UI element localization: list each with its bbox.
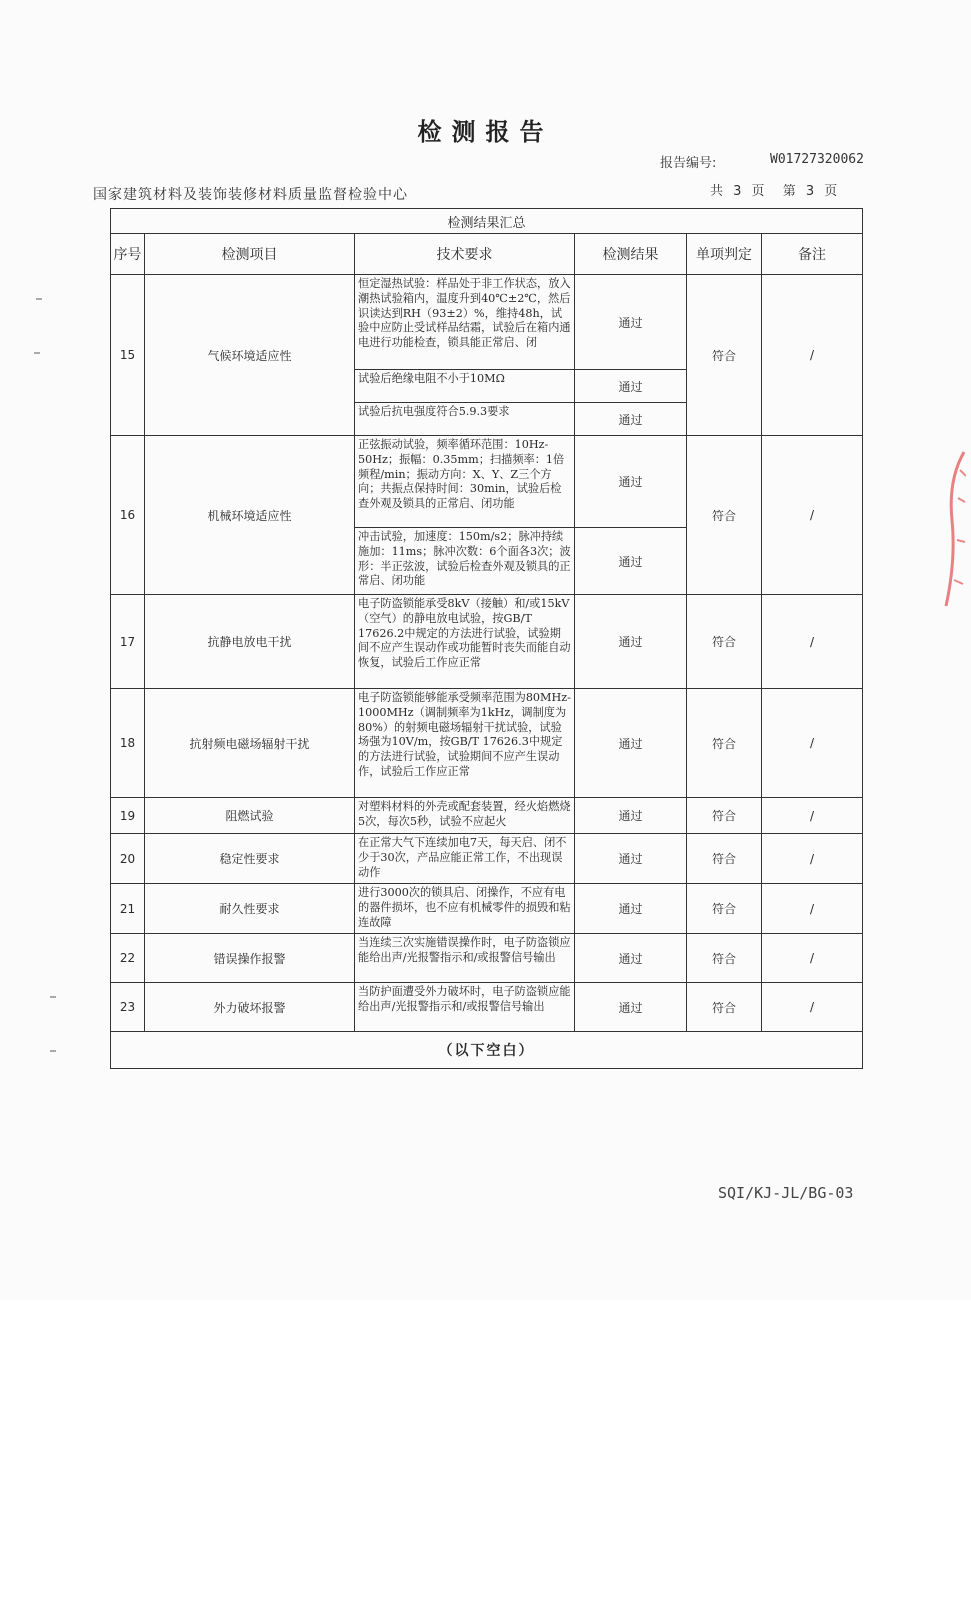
- row-verdict: 符合: [687, 798, 762, 834]
- page-indicator: [710, 180, 845, 199]
- scan-speck: [34, 352, 40, 354]
- row-item: 抗静电放电干扰: [145, 595, 355, 689]
- row-requirement: 冲击试验，加速度：150m/s2；脉冲持续施加：11ms；脉冲次数：6个面各3次；波形：半正弦波，试验后检查外观及锁具的正常启、闭功能: [355, 528, 575, 595]
- row-result: 通过: [575, 370, 687, 403]
- row-no: 18: [111, 689, 145, 798]
- row-result: 通过: [575, 884, 687, 934]
- results-table: [110, 208, 863, 1069]
- row-requirement: 试验后抗电强度符合5.9.3要求: [355, 403, 575, 436]
- row-requirement: 恒定湿热试验：样品处于非工作状态，放入潮热试验箱内，温度升到40℃±2℃，然后识读达到RH（93±2）%，维持48h，试验中应防止受试样品结霜，试验后在箱内通电进行功能检查，锁具能正常启、闭: [355, 275, 575, 370]
- col-header-no: 序号: [111, 234, 145, 275]
- row-requirement: 进行3000次的锁具启、闭操作，不应有电的器件损坏，也不应有机械零件的损毁和粘连故障: [355, 884, 575, 934]
- row-verdict: 符合: [687, 884, 762, 934]
- table-header-row: [111, 234, 863, 275]
- page-current: 第 3 页: [782, 184, 838, 199]
- col-header-item: 检测项目: [145, 234, 355, 275]
- row-item: 抗射频电磁场辐射干扰: [145, 689, 355, 798]
- row-result: 通过: [575, 436, 687, 528]
- table-row: [111, 983, 863, 1032]
- col-header-verdict: 单项判定: [687, 234, 762, 275]
- row-requirement: 电子防盗锁能承受8kV（接触）和/或15kV（空气）的静电放电试验，按GB/T 17626.2中规定的方法进行试验，试验期间不应产生误动作或功能暂时丧失而能自动恢复，试验后工作应正常: [355, 595, 575, 689]
- row-note: /: [762, 834, 863, 884]
- row-no: 16: [111, 436, 145, 595]
- row-requirement: 当连续三次实施错误操作时，电子防盗锁应能给出声/光报警指示和/或报警信号输出: [355, 934, 575, 983]
- row-requirement: 正弦振动试验，频率循环范围：10Hz-50Hz；振幅：0.35mm；扫描频率：1倍频程/min；振动方向：X、Y、Z三个方向；共振点保持时间：30min，试验后检查外观及锁具的正常启、闭功能: [355, 436, 575, 528]
- table-row: [111, 275, 863, 370]
- row-verdict: 符合: [687, 689, 762, 798]
- red-seal-fragment-icon: [942, 450, 966, 610]
- organization-name: 国家建筑材料及装饰装修材料质量监督检验中心: [93, 187, 408, 203]
- row-verdict: 符合: [687, 436, 762, 595]
- col-header-note: 备注: [762, 234, 863, 275]
- row-result: 通过: [575, 403, 687, 436]
- row-result: 通过: [575, 934, 687, 983]
- row-note: /: [762, 884, 863, 934]
- col-header-requirement: 技术要求: [355, 234, 575, 275]
- row-requirement: 在正常大气下连续加电7天，每天启、闭不少于30次，产品应能正常工作，不出现误动作: [355, 834, 575, 884]
- row-requirement: 试验后绝缘电阻不小于10MΩ: [355, 370, 575, 403]
- row-no: 15: [111, 275, 145, 436]
- row-item: 错误操作报警: [145, 934, 355, 983]
- row-verdict: 符合: [687, 834, 762, 884]
- row-item: 机械环境适应性: [145, 436, 355, 595]
- row-note: /: [762, 275, 863, 436]
- report-title: 检测报告: [417, 118, 554, 146]
- blank-below-note: （以下空白）: [111, 1032, 863, 1069]
- row-result: 通过: [575, 689, 687, 798]
- row-item: 阻燃试验: [145, 798, 355, 834]
- col-header-result: 检测结果: [575, 234, 687, 275]
- table-row: [111, 798, 863, 834]
- row-verdict: 符合: [687, 983, 762, 1032]
- row-requirement: 当防护面遭受外力破坏时，电子防盗锁应能给出声/光报警指示和/或报警信号输出: [355, 983, 575, 1032]
- row-result: 通过: [575, 983, 687, 1032]
- table-row: [111, 689, 863, 798]
- row-no: 23: [111, 983, 145, 1032]
- row-note: /: [762, 983, 863, 1032]
- row-no: 17: [111, 595, 145, 689]
- table-row: [111, 436, 863, 528]
- row-result: 通过: [575, 528, 687, 595]
- row-no: 21: [111, 884, 145, 934]
- row-result: 通过: [575, 275, 687, 370]
- row-item: 耐久性要求: [145, 884, 355, 934]
- row-no: 19: [111, 798, 145, 834]
- table-row: [111, 884, 863, 934]
- page-total: 共 3 页: [710, 184, 765, 199]
- row-item: 外力破坏报警: [145, 983, 355, 1032]
- report-number-label: 报告编号:: [660, 156, 717, 171]
- row-note: /: [762, 436, 863, 595]
- row-no: 22: [111, 934, 145, 983]
- row-no: 20: [111, 834, 145, 884]
- row-requirement: 电子防盗锁能够能承受频率范围为80MHz-1000MHz（调制频率为1kHz，调制度为80%）的射频电磁场辐射干扰试验，试验场强为10V/m，按GB/T 17626.3中规定的方法进行试验，试验期间不应产生误动作，试验后工作应正常: [355, 689, 575, 798]
- row-verdict: 符合: [687, 275, 762, 436]
- row-verdict: 符合: [687, 595, 762, 689]
- row-note: /: [762, 595, 863, 689]
- row-note: /: [762, 689, 863, 798]
- row-item: 稳定性要求: [145, 834, 355, 884]
- scan-speck: [36, 298, 42, 300]
- report-number: W01727320062: [770, 152, 864, 167]
- row-result: 通过: [575, 798, 687, 834]
- row-note: /: [762, 798, 863, 834]
- row-result: 通过: [575, 595, 687, 689]
- table-row: [111, 934, 863, 983]
- table-row: [111, 834, 863, 884]
- table-caption: 检测结果汇总: [111, 209, 863, 234]
- row-note: /: [762, 934, 863, 983]
- row-requirement: 对塑料材料的外壳或配套装置，经火焰燃烧5次，每次5秒，试验不应起火: [355, 798, 575, 834]
- row-result: 通过: [575, 834, 687, 884]
- scan-speck: [50, 996, 56, 998]
- table-row: [111, 595, 863, 689]
- row-item: 气候环境适应性: [145, 275, 355, 436]
- row-verdict: 符合: [687, 934, 762, 983]
- form-code: SQI/KJ-JL/BG-03: [718, 1184, 854, 1202]
- scan-speck: [50, 1050, 56, 1052]
